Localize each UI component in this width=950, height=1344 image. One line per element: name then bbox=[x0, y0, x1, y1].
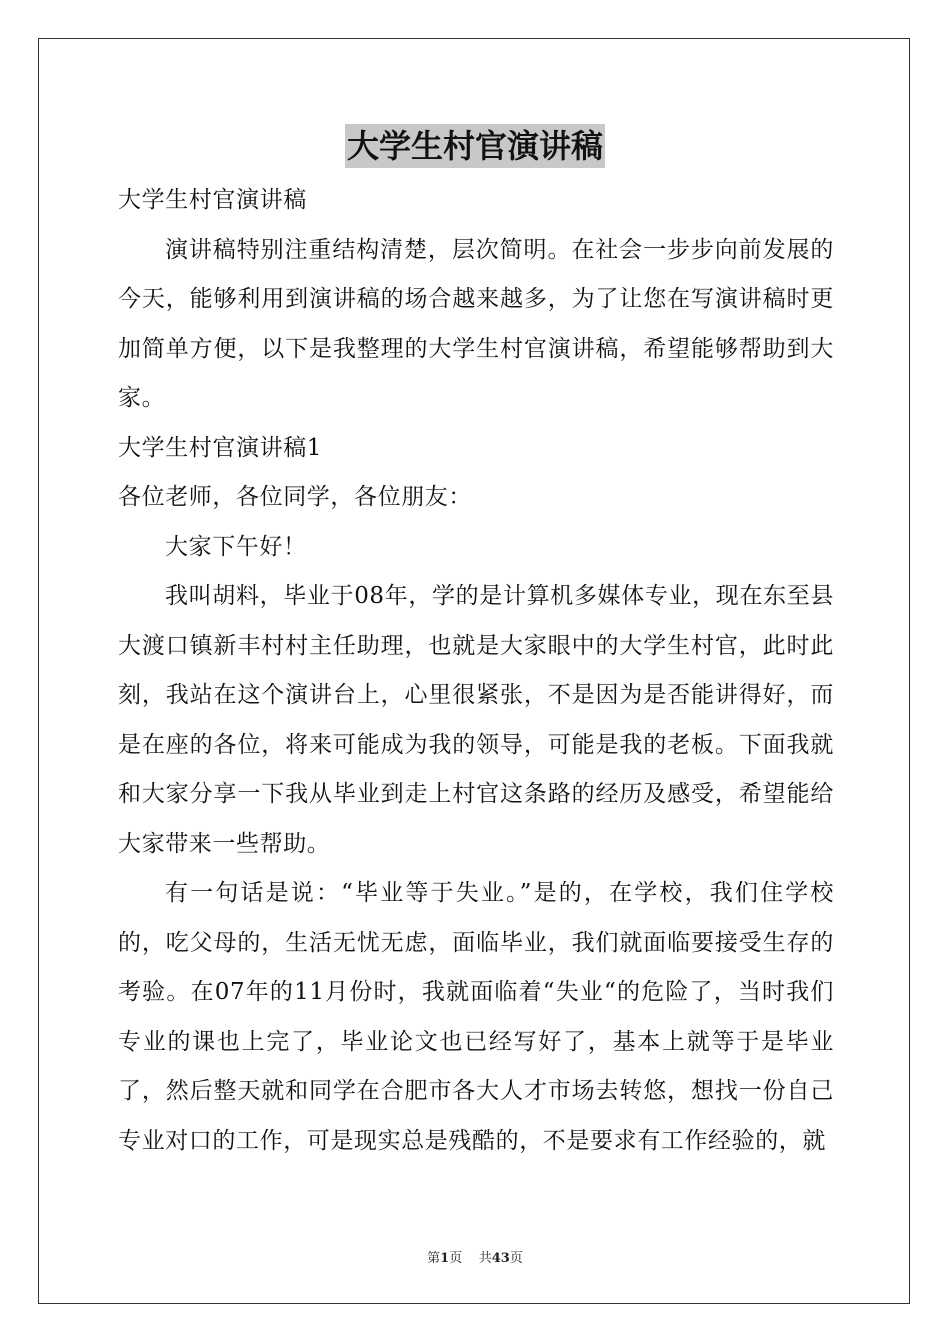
total-suffix: 页 bbox=[509, 1251, 523, 1266]
page-prefix: 第 bbox=[427, 1251, 441, 1266]
paragraph: 大学生村官演讲稿1 bbox=[118, 434, 323, 461]
paragraph: 各位老师，各位同学，各位朋友： bbox=[118, 484, 472, 510]
current-page-number: 1 bbox=[440, 1251, 450, 1266]
paragraph: 大学生村官演讲稿 bbox=[118, 187, 307, 213]
paragraph: 我叫胡料，毕业于08年，学的是计算机多媒体专业，现在东至县大渡口镇新丰村村主任助理，也就是大家眼中的大学生村官，此时此刻，我站在这个演讲台上，心里很紧张，不是因为是否能讲得好，而是在座的各位，将来可能成为我的领导，可能是我的老板。下面我就和大家分享一下我从毕业到走上村官这条路的经历及感受，希望能给大家带来一些帮助。 bbox=[118, 583, 834, 857]
paragraph: 演讲稿特别注重结构清楚，层次简明。在社会一步步向前发展的今天，能够利用到演讲稿的场合越来越多，为了让您在写演讲稿时更加简单方便，以下是我整理的大学生村官演讲稿，希望能够帮助到大家。 bbox=[118, 236, 834, 411]
paragraph: 大家下午好！ bbox=[165, 533, 307, 560]
title-container bbox=[0, 124, 950, 168]
total-pages-number: 43 bbox=[491, 1251, 510, 1266]
page-footer bbox=[0, 1247, 950, 1266]
total-prefix: 共 bbox=[478, 1251, 492, 1266]
page-suffix: 页 bbox=[449, 1251, 463, 1266]
document-body bbox=[118, 176, 834, 1166]
document-title: 大学生村官演讲稿 bbox=[345, 124, 605, 168]
paragraph: 有一句话是说：“毕业等于失业。”是的，在学校，我们住学校的，吃父母的，生活无忧无虑，面临毕业，我们就面临要接受生存的考验。在07年的11月份时，我就面临着“失业“的危险了，当时我们专业的课也上完了，毕业论文也已经写好了，基本上就等于是毕业了，然后整天就和同学在合肥市各大人才市场去转悠，想找一份自己专业对口的工作，可是现实总是残酷的，不是要求有工作经验的，就 bbox=[118, 880, 834, 1154]
